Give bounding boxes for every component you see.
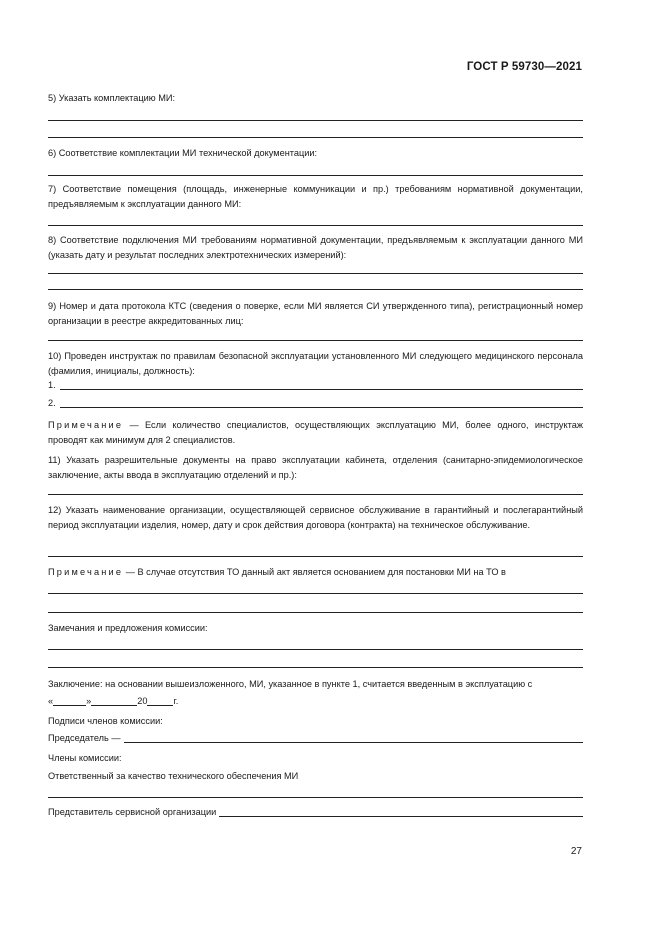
- fill-line: [48, 593, 583, 594]
- note-1: [48, 418, 583, 448]
- conclusion-text: Заключение: на основании вышеизложенного, МИ, указанное в пункте 1, считается введенным в эксплуатацию с: [48, 679, 533, 689]
- staff-line-1-number: 1.: [48, 380, 56, 390]
- chairman-line: [48, 732, 583, 743]
- item-5-text: 5) Указать комплектацию МИ:: [48, 93, 176, 103]
- members-label: Члены комиссии:: [48, 753, 122, 763]
- service-rep-label: Представитель сервисной организации: [48, 807, 217, 817]
- fill-line: [48, 649, 583, 650]
- date-quote-close: »: [86, 696, 92, 706]
- year-prefix: 20: [137, 696, 148, 706]
- signatures-label: Подписи членов комиссии:: [48, 716, 163, 726]
- date-quote-open: «: [48, 696, 54, 706]
- item-7-text: 7) Соответствие помещения (площадь, инженерные коммуникации и пр.) требованиям нормативной документации, предъявляемым к эксплуатации данного МИ:: [48, 184, 583, 210]
- item-8-text: 8) Соответствие подключения МИ требованиям нормативной документации, предъявляемым к эксплуатации данного МИ (указать дату и результат последних электротехнических измерений):: [48, 235, 583, 261]
- year-suffix: г.: [173, 696, 179, 706]
- note-2: [48, 565, 506, 581]
- item-11-text: 11) Указать разрешительные документы на право эксплуатации кабинета, отделения (санитарно-эпидемиологическое заключение, акты ввода в эксплуатацию отделений и пр.):: [48, 455, 583, 481]
- signature-line: [48, 797, 583, 798]
- responsible-label: Ответственный за качество технического обеспечения МИ: [48, 771, 299, 781]
- note-2-label: Примечание: [48, 567, 124, 577]
- fill-line: [48, 137, 583, 138]
- item-6-text: 6) Соответствие комплектации МИ технической документации:: [48, 148, 318, 158]
- page-number: 27: [570, 846, 582, 857]
- service-rep-line: [48, 806, 583, 817]
- chairman-label: Председатель —: [48, 733, 121, 743]
- fill-line: [48, 289, 583, 290]
- staff-line-2: [48, 397, 583, 408]
- note-1-label: Примечание: [48, 420, 124, 430]
- item-10-text: 10) Проведен инструктаж по правилам безопасной эксплуатации установленного МИ следующего медицинского персонала (фамилия, инициалы, должность):: [48, 351, 583, 377]
- fill-line: [48, 667, 583, 668]
- fill-line: [48, 175, 583, 176]
- signature-line: [219, 806, 583, 817]
- year-blank: [147, 695, 173, 706]
- fill-line: [48, 120, 583, 121]
- fill-line: [60, 379, 583, 390]
- fill-line: [48, 273, 583, 274]
- note-1-text: — Если количество специалистов, осуществляющих эксплуатацию МИ, более одного, инструктаж проводят как минимум для 2 специалистов.: [48, 420, 583, 446]
- fill-line: [48, 612, 583, 613]
- note-2-text: — В случае отсутствия ТО данный акт является основанием для постановки МИ на ТО в: [123, 567, 506, 577]
- fill-line: [60, 397, 583, 408]
- standard-number: ГОСТ Р 59730—2021: [466, 61, 582, 73]
- staff-line-2-number: 2.: [48, 398, 56, 408]
- date-line: [48, 695, 178, 706]
- item-9-text: 9) Номер и дата протокола КТС (сведения о поверке, если МИ является СИ утвержденного типа), регистрационный номер организации в реестре аккредитованных лиц:: [48, 301, 583, 327]
- remarks-label: Замечания и предложения комиссии:: [48, 623, 208, 633]
- staff-line-1: [48, 379, 583, 390]
- fill-line: [48, 494, 583, 495]
- fill-line: [48, 225, 583, 226]
- fill-line: [48, 556, 583, 557]
- month-blank: [91, 695, 137, 706]
- item-12-text: 12) Указать наименование организации, осуществляющей сервисное обслуживание в гарантийный и послегарантийный период эксплуатации изделия, номер, дату и срок действия договора (контракта) на техническое обслуживание.: [48, 505, 583, 531]
- day-blank: [53, 695, 86, 706]
- fill-line: [48, 340, 583, 341]
- signature-line: [124, 732, 583, 743]
